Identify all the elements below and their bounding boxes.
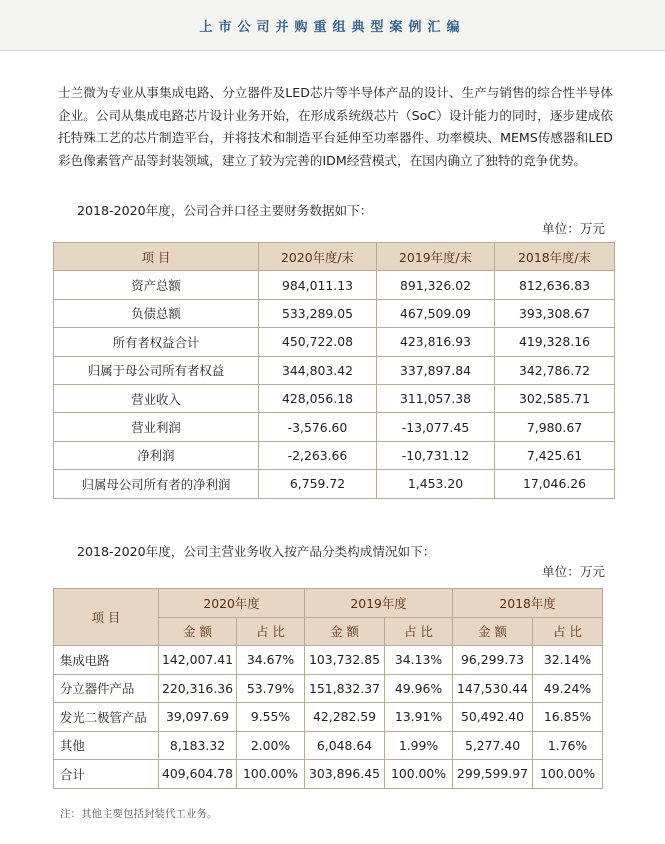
table-cell: 1,453.20 bbox=[377, 470, 495, 498]
table-cell: 8,183.32 bbox=[159, 731, 237, 760]
table-cell: 17,046.26 bbox=[495, 470, 615, 498]
table-cell: 337,897.84 bbox=[377, 356, 495, 384]
page-header-title: 上市公司并购重组典型案例汇编 bbox=[199, 20, 466, 35]
ratio-header: 占 比 bbox=[385, 617, 453, 646]
table-cell: 428,056.18 bbox=[259, 384, 377, 412]
table-cell: 467,509.09 bbox=[377, 299, 495, 327]
table-row bbox=[54, 760, 603, 789]
table-cell: 103,732.85 bbox=[305, 646, 385, 675]
table-row bbox=[54, 299, 615, 327]
year-header: 2018年度 bbox=[453, 589, 603, 618]
table-row bbox=[54, 674, 603, 703]
table-cell: 147,530.44 bbox=[453, 674, 533, 703]
table-cell: 423,816.93 bbox=[377, 328, 495, 356]
table-cell: 53.79% bbox=[237, 674, 305, 703]
row-label: 归属母公司所有者的净利润 bbox=[54, 470, 259, 498]
table-cell: -10,731.12 bbox=[377, 441, 495, 469]
table-cell: -3,576.60 bbox=[259, 413, 377, 441]
row-label: 资产总额 bbox=[54, 271, 259, 299]
year-header: 2020年度 bbox=[159, 589, 305, 618]
table-row bbox=[54, 356, 615, 384]
amount-header: 金 额 bbox=[453, 617, 533, 646]
table-cell: 1.76% bbox=[533, 731, 603, 760]
table-row bbox=[54, 470, 615, 498]
table-cell: 6,759.72 bbox=[259, 470, 377, 498]
revenue-by-product-table bbox=[53, 588, 603, 789]
table-cell: 13.91% bbox=[385, 703, 453, 732]
row-label: 所有者权益合计 bbox=[54, 328, 259, 356]
row-label: 分立器件产品 bbox=[54, 674, 159, 703]
table-cell: 5,277.40 bbox=[453, 731, 533, 760]
table-cell: 39,097.69 bbox=[159, 703, 237, 732]
table-row bbox=[54, 384, 615, 412]
table-header-row bbox=[54, 589, 603, 618]
page-header bbox=[0, 0, 665, 51]
row-label: 集成电路 bbox=[54, 646, 159, 675]
table1-intro: 2018-2020年度，公司合并口径主要财务数据如下： bbox=[77, 203, 373, 218]
column-header: 项 目 bbox=[54, 243, 259, 271]
amount-header: 金 额 bbox=[305, 617, 385, 646]
table-row bbox=[54, 271, 615, 299]
column-header: 2019年度/末 bbox=[377, 243, 495, 271]
table-cell: 49.24% bbox=[533, 674, 603, 703]
table-cell: 100.00% bbox=[237, 760, 305, 789]
table-cell: 533,289.05 bbox=[259, 299, 377, 327]
table-cell: -13,077.45 bbox=[377, 413, 495, 441]
table-cell: 2.00% bbox=[237, 731, 305, 760]
table-cell: 7,980.67 bbox=[495, 413, 615, 441]
table-cell: 34.67% bbox=[237, 646, 305, 675]
intro-paragraph: 士兰微为专业从事集成电路、分立器件及LED芯片等半导体产品的设计、生产与销售的综合性半导体企业。公司从集成电路芯片设计业务开始，在形成系统级芯片（SoC）设计能力的同时，逐步建成依托特殊工艺的芯片制造平台，并将技术和制造平台延伸至功率器件、功率模块、MEMS传感器和LED彩色像素管产品等封装领域，建立了较为完善的IDM经营模式，在国内确立了独特的竞争优势。 bbox=[58, 85, 613, 168]
table-cell: 393,308.67 bbox=[495, 299, 615, 327]
table-row bbox=[54, 413, 615, 441]
table-row bbox=[54, 328, 615, 356]
table-cell: 419,328.16 bbox=[495, 328, 615, 356]
table-cell: 6,048.64 bbox=[305, 731, 385, 760]
table-cell: -2,263.66 bbox=[259, 441, 377, 469]
column-header: 项 目 bbox=[54, 589, 159, 646]
table-row bbox=[54, 731, 603, 760]
table-cell: 16.85% bbox=[533, 703, 603, 732]
table-row bbox=[54, 703, 603, 732]
table-cell: 34.13% bbox=[385, 646, 453, 675]
table-row bbox=[54, 646, 603, 675]
table-cell: 891,326.02 bbox=[377, 271, 495, 299]
table-cell: 344,803.42 bbox=[259, 356, 377, 384]
row-label: 归属于母公司所有者权益 bbox=[54, 356, 259, 384]
table-cell: 96,299.73 bbox=[453, 646, 533, 675]
table-cell: 409,604.78 bbox=[159, 760, 237, 789]
table2-unit: 单位：万元 bbox=[542, 564, 605, 579]
table-cell: 342,786.72 bbox=[495, 356, 615, 384]
table1-unit: 单位：万元 bbox=[542, 221, 605, 236]
amount-header: 金 额 bbox=[159, 617, 237, 646]
table-cell: 142,007.41 bbox=[159, 646, 237, 675]
row-label: 发光二极管产品 bbox=[54, 703, 159, 732]
ratio-header: 占 比 bbox=[237, 617, 305, 646]
table-cell: 50,492.40 bbox=[453, 703, 533, 732]
row-label: 营业利润 bbox=[54, 413, 259, 441]
table-cell: 1.99% bbox=[385, 731, 453, 760]
row-label: 负债总额 bbox=[54, 299, 259, 327]
table-cell: 42,282.59 bbox=[305, 703, 385, 732]
table-cell: 812,636.83 bbox=[495, 271, 615, 299]
row-label: 合计 bbox=[54, 760, 159, 789]
table2-intro: 2018-2020年度，公司主营业务收入按产品分类构成情况如下： bbox=[77, 544, 436, 559]
row-label: 其他 bbox=[54, 731, 159, 760]
footnote: 注：其他主要包括封装代工业务。 bbox=[60, 808, 218, 820]
table-cell: 49.96% bbox=[385, 674, 453, 703]
table-cell: 984,011.13 bbox=[259, 271, 377, 299]
table-cell: 302,585.71 bbox=[495, 384, 615, 412]
table-cell: 303,896.45 bbox=[305, 760, 385, 789]
financial-data-table bbox=[53, 242, 615, 499]
column-header: 2018年度/末 bbox=[495, 243, 615, 271]
table-cell: 7,425.61 bbox=[495, 441, 615, 469]
year-header: 2019年度 bbox=[305, 589, 453, 618]
table-header-row bbox=[54, 243, 615, 271]
table-cell: 220,316.36 bbox=[159, 674, 237, 703]
table-row bbox=[54, 441, 615, 469]
table-cell: 311,057.38 bbox=[377, 384, 495, 412]
table-cell: 100.00% bbox=[385, 760, 453, 789]
table-cell: 299,599.97 bbox=[453, 760, 533, 789]
column-header: 2020年度/末 bbox=[259, 243, 377, 271]
ratio-header: 占 比 bbox=[533, 617, 603, 646]
table-cell: 450,722.08 bbox=[259, 328, 377, 356]
row-label: 营业收入 bbox=[54, 384, 259, 412]
table-cell: 151,832.37 bbox=[305, 674, 385, 703]
row-label: 净利润 bbox=[54, 441, 259, 469]
table-cell: 100.00% bbox=[533, 760, 603, 789]
table-cell: 9.55% bbox=[237, 703, 305, 732]
table-cell: 32.14% bbox=[533, 646, 603, 675]
